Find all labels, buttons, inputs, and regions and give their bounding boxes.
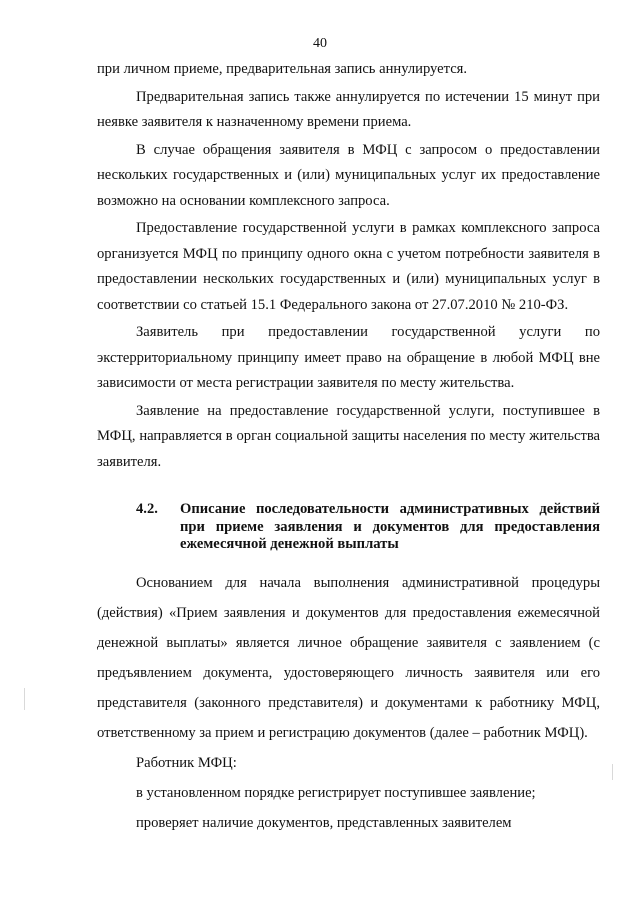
paragraph: Предварительная запись также аннулируется по истечении 15 минут при неявке заявителя к назначенному времени приема. xyxy=(97,88,600,130)
paragraph: при личном приеме, предварительная запись аннулируется. xyxy=(97,61,468,77)
paragraph: в установленном порядке регистрирует поступившее заявление; xyxy=(136,784,536,801)
paragraph: Работник МФЦ: xyxy=(136,754,237,771)
section-number: 4.2. xyxy=(136,501,158,517)
page-number: 40 xyxy=(313,36,327,51)
bottom-paragraphs xyxy=(97,568,600,838)
document-body xyxy=(97,57,600,838)
top-paragraphs xyxy=(97,57,600,475)
paragraph: Предоставление государственной услуги в рамках комплексного запроса организуется МФЦ по принципу одного окна с учетом потребности заявителя в предоставлении нескольких государственных и (или) муниципальных услуг в соответствии со статьей 15.1 Федерального закона от 27.07.2010 № 210-ФЗ. xyxy=(97,220,600,313)
section-title: Описание последовательности административных действий при приеме заявления и документов для предоставления ежемесячной денежной выплаты xyxy=(180,501,600,552)
paragraph: В случае обращения заявителя в МФЦ с запросом о предоставлении нескольких государственных и (или) муниципальных услуг их предоставление возможно на основании комплексного запроса. xyxy=(97,141,600,209)
paragraph: Основанием для начала выполнения административной процедуры (действия) «Прием заявления и документов для предоставления ежемесячной денежной выплаты» является личное обращение заявителя с заявлением (с предъявлением документа, удостоверяющего личность заявителя или его представителя (законного представителя) и документами к работнику МФЦ, ответственному за прием и регистрацию документов (далее – работник МФЦ). xyxy=(97,574,600,741)
paragraph: проверяет наличие документов, представленных заявителем xyxy=(136,814,512,831)
scan-artifact-mark xyxy=(24,688,25,710)
scan-artifact-mark xyxy=(612,764,613,780)
section-heading xyxy=(97,501,600,554)
paragraph: Заявитель при предоставлении государственной услуги по экстерриториальному принципу имеет право на обращение в любой МФЦ вне зависимости от места регистрации заявителя по месту жительства. xyxy=(97,324,600,391)
paragraph: Заявление на предоставление государственной услуги, поступившее в МФЦ, направляется в орган социальной защиты населения по месту жительства заявителя. xyxy=(97,402,600,470)
